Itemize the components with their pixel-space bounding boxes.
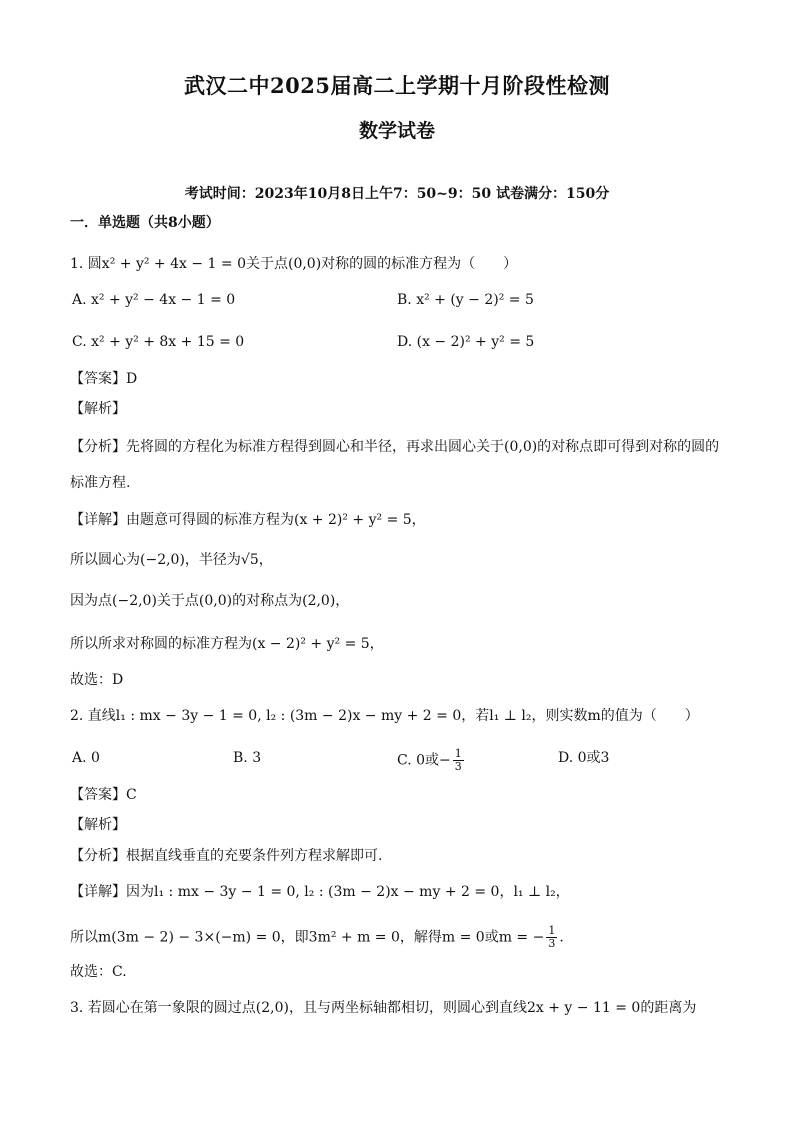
fraction-numerator: 1: [548, 924, 556, 937]
q2-analysis-label: 【解析】: [70, 817, 126, 833]
q2-option-c-fraction: [453, 748, 464, 773]
q2-option-a: A. 0: [72, 750, 100, 766]
q2-stem: 2. 直线l₁ : mx − 3y − 1 = 0, l₂ : (3m − 2)x − my + 2 = 0，若l₁ ⊥ l₂，则实数m的值为（ ）: [70, 708, 699, 724]
q2-detail: 【详解】因为l₁ : mx − 3y − 1 = 0, l₂ : (3m − 2)x − my + 2 = 0，l₁ ⊥ l₂，: [70, 884, 570, 900]
q1-fenxi-line1: 【分析】先将圆的方程化为标准方程得到圆心和半径，再求出圆心关于(0,0)的对称点即可得到对称的圆的: [70, 439, 720, 455]
q1-step3: 所以所求对称圆的标准方程为(x − 2)² + y² = 5，: [70, 636, 384, 652]
q2-option-c-text: C. 0或−: [397, 752, 451, 769]
q1-fenxi-line2: 标准方程.: [70, 475, 131, 491]
q2-answer: 【答案】C: [70, 787, 137, 803]
exam-title: 武汉二中2025届高二上学期十月阶段性检测: [184, 73, 610, 98]
q1-stem: 1. 圆x² + y² + 4x − 1 = 0关于点(0,0)对称的圆的标准方程为（ ）: [70, 256, 518, 272]
q3-stem: 3. 若圆心在第一象限的圆过点(2,0)，且与两坐标轴都相切，则圆心到直线2x + y − 11 = 0的距离为: [70, 1000, 697, 1016]
exam-meta: 考试时间：2023年10月8日上午7：50~9：50 试卷满分：150分: [184, 186, 610, 202]
section-heading: 一．单选题（共8小题）: [70, 215, 220, 231]
q1-analysis-label: 【解析】: [70, 401, 126, 417]
q2-option-b: B. 3: [233, 750, 262, 766]
q1-option-a: A. x² + y² − 4x − 1 = 0: [72, 292, 236, 308]
fraction-denominator: 3: [454, 760, 462, 773]
q1-detail: 【详解】由题意可得圆的标准方程为(x + 2)² + y² = 5，: [70, 512, 426, 528]
q2-fenxi: 【分析】根据直线垂直的充要条件列方程求解即可.: [70, 848, 383, 864]
q1-option-c: C. x² + y² + 8x + 15 = 0: [72, 334, 245, 350]
q2-step1: [70, 925, 564, 950]
q2-step1-text: 所以m(3m − 2) − 3×(−m) = 0，即3m² + m = 0，解得m = 0或m = −: [70, 929, 545, 946]
q1-answer: 【答案】D: [70, 371, 138, 387]
q2-choice: 故选：C.: [70, 964, 127, 980]
q1-step1: 所以圆心为(−2,0)，半径为√5，: [70, 552, 273, 568]
q1-option-b: B. x² + (y − 2)² = 5: [397, 292, 534, 308]
fraction-denominator: 3: [548, 937, 556, 950]
q2-step1-end: .: [559, 929, 564, 946]
q2-option-c: [397, 748, 466, 773]
q1-choice: 故选：D: [70, 672, 124, 688]
q2-step1-fraction: [546, 925, 557, 950]
q1-option-d: D. (x − 2)² + y² = 5: [397, 334, 535, 350]
q2-option-d: D. 0或3: [558, 750, 610, 766]
q1-step2: 因为点(−2,0)关于点(0,0)的对称点为(2,0)，: [70, 593, 350, 609]
exam-subtitle: 数学试卷: [358, 120, 435, 142]
fraction-numerator: 1: [454, 747, 462, 760]
